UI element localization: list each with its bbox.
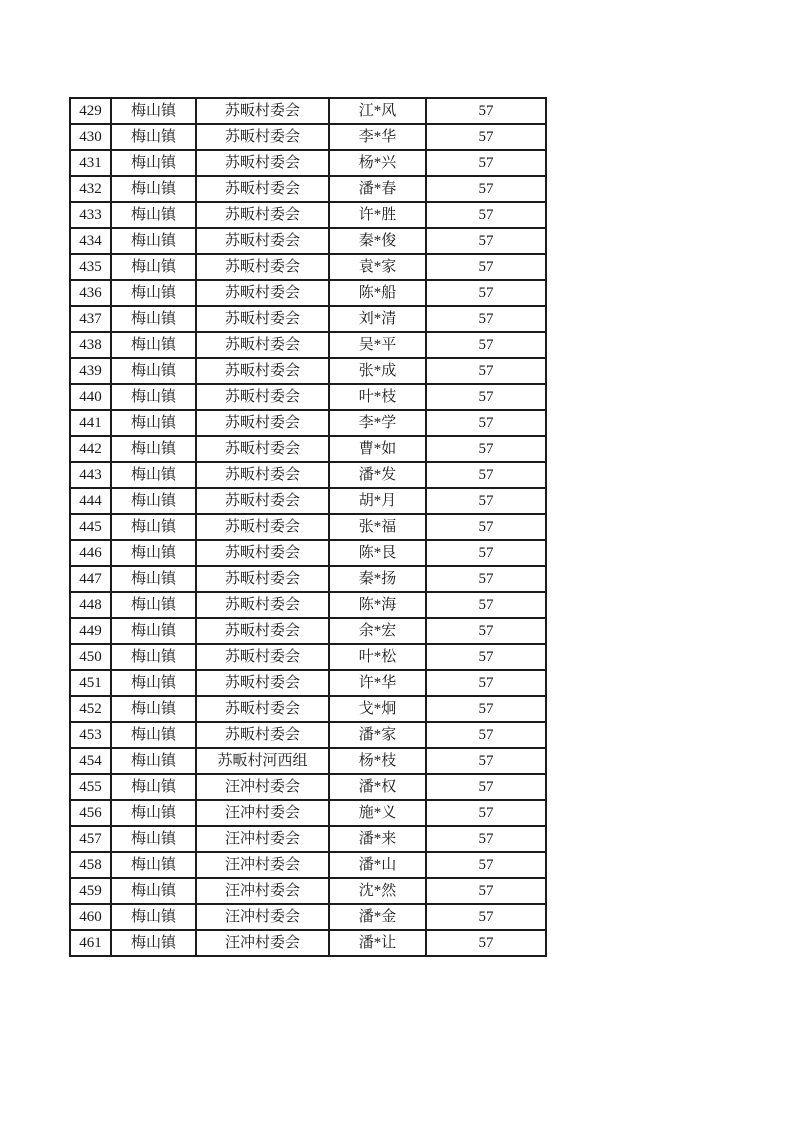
cell-town: 梅山镇 bbox=[111, 904, 196, 930]
table-row bbox=[70, 722, 546, 748]
cell-person-name: 叶*枝 bbox=[329, 384, 426, 410]
cell-value: 57 bbox=[426, 306, 546, 332]
cell-town: 梅山镇 bbox=[111, 280, 196, 306]
cell-person-name: 许*华 bbox=[329, 670, 426, 696]
cell-village-committee: 苏畈村委会 bbox=[196, 696, 329, 722]
cell-value: 57 bbox=[426, 436, 546, 462]
cell-serial-number: 444 bbox=[70, 488, 111, 514]
cell-serial-number: 459 bbox=[70, 878, 111, 904]
cell-village-committee: 汪冲村委会 bbox=[196, 800, 329, 826]
cell-village-committee: 苏畈村委会 bbox=[196, 150, 329, 176]
cell-village-committee: 苏畈村委会 bbox=[196, 618, 329, 644]
cell-serial-number: 443 bbox=[70, 462, 111, 488]
cell-value: 57 bbox=[426, 748, 546, 774]
cell-village-committee: 汪冲村委会 bbox=[196, 774, 329, 800]
cell-town: 梅山镇 bbox=[111, 748, 196, 774]
cell-person-name: 陈*船 bbox=[329, 280, 426, 306]
table-row bbox=[70, 644, 546, 670]
cell-village-committee: 苏畈村委会 bbox=[196, 722, 329, 748]
cell-person-name: 叶*松 bbox=[329, 644, 426, 670]
cell-value: 57 bbox=[426, 514, 546, 540]
cell-town: 梅山镇 bbox=[111, 462, 196, 488]
cell-person-name: 李*华 bbox=[329, 124, 426, 150]
cell-person-name: 许*胜 bbox=[329, 202, 426, 228]
cell-village-committee: 苏畈村委会 bbox=[196, 592, 329, 618]
table-row bbox=[70, 904, 546, 930]
cell-person-name: 陈*艮 bbox=[329, 540, 426, 566]
cell-village-committee: 苏畈村委会 bbox=[196, 228, 329, 254]
table-row bbox=[70, 254, 546, 280]
cell-serial-number: 453 bbox=[70, 722, 111, 748]
cell-village-committee: 苏畈村委会 bbox=[196, 124, 329, 150]
cell-serial-number: 455 bbox=[70, 774, 111, 800]
cell-value: 57 bbox=[426, 384, 546, 410]
cell-person-name: 潘*山 bbox=[329, 852, 426, 878]
cell-value: 57 bbox=[426, 696, 546, 722]
cell-person-name: 刘*清 bbox=[329, 306, 426, 332]
cell-person-name: 杨*兴 bbox=[329, 150, 426, 176]
cell-village-committee: 苏畈村委会 bbox=[196, 254, 329, 280]
cell-village-committee: 苏畈村委会 bbox=[196, 670, 329, 696]
cell-village-committee: 苏畈村委会 bbox=[196, 98, 329, 124]
cell-village-committee: 苏畈村委会 bbox=[196, 176, 329, 202]
cell-serial-number: 438 bbox=[70, 332, 111, 358]
cell-person-name: 吴*平 bbox=[329, 332, 426, 358]
cell-village-committee: 苏畈村委会 bbox=[196, 332, 329, 358]
cell-person-name: 秦*俊 bbox=[329, 228, 426, 254]
table-row bbox=[70, 852, 546, 878]
cell-person-name: 陈*海 bbox=[329, 592, 426, 618]
cell-serial-number: 430 bbox=[70, 124, 111, 150]
table-row bbox=[70, 176, 546, 202]
cell-value: 57 bbox=[426, 358, 546, 384]
cell-serial-number: 454 bbox=[70, 748, 111, 774]
cell-town: 梅山镇 bbox=[111, 488, 196, 514]
cell-value: 57 bbox=[426, 878, 546, 904]
cell-town: 梅山镇 bbox=[111, 98, 196, 124]
cell-town: 梅山镇 bbox=[111, 124, 196, 150]
cell-value: 57 bbox=[426, 228, 546, 254]
cell-person-name: 江*风 bbox=[329, 98, 426, 124]
cell-person-name: 施*义 bbox=[329, 800, 426, 826]
table-row bbox=[70, 358, 546, 384]
cell-value: 57 bbox=[426, 280, 546, 306]
cell-serial-number: 434 bbox=[70, 228, 111, 254]
cell-value: 57 bbox=[426, 566, 546, 592]
cell-town: 梅山镇 bbox=[111, 930, 196, 956]
cell-person-name: 袁*家 bbox=[329, 254, 426, 280]
cell-serial-number: 461 bbox=[70, 930, 111, 956]
cell-village-committee: 苏畈村委会 bbox=[196, 306, 329, 332]
cell-village-committee: 苏畈村委会 bbox=[196, 540, 329, 566]
cell-serial-number: 450 bbox=[70, 644, 111, 670]
cell-value: 57 bbox=[426, 98, 546, 124]
table-row bbox=[70, 98, 546, 124]
cell-town: 梅山镇 bbox=[111, 722, 196, 748]
table-row bbox=[70, 566, 546, 592]
cell-village-committee: 苏畈村河西组 bbox=[196, 748, 329, 774]
cell-town: 梅山镇 bbox=[111, 436, 196, 462]
cell-town: 梅山镇 bbox=[111, 618, 196, 644]
cell-person-name: 李*学 bbox=[329, 410, 426, 436]
cell-village-committee: 汪冲村委会 bbox=[196, 878, 329, 904]
cell-village-committee: 汪冲村委会 bbox=[196, 852, 329, 878]
cell-person-name: 秦*扬 bbox=[329, 566, 426, 592]
table-row bbox=[70, 436, 546, 462]
cell-value: 57 bbox=[426, 722, 546, 748]
cell-serial-number: 440 bbox=[70, 384, 111, 410]
cell-serial-number: 449 bbox=[70, 618, 111, 644]
cell-town: 梅山镇 bbox=[111, 696, 196, 722]
cell-serial-number: 429 bbox=[70, 98, 111, 124]
table-row bbox=[70, 800, 546, 826]
cell-serial-number: 448 bbox=[70, 592, 111, 618]
table-row bbox=[70, 488, 546, 514]
cell-value: 57 bbox=[426, 332, 546, 358]
cell-value: 57 bbox=[426, 592, 546, 618]
cell-serial-number: 441 bbox=[70, 410, 111, 436]
table-row bbox=[70, 540, 546, 566]
cell-village-committee: 苏畈村委会 bbox=[196, 358, 329, 384]
cell-person-name: 余*宏 bbox=[329, 618, 426, 644]
cell-value: 57 bbox=[426, 254, 546, 280]
cell-village-committee: 苏畈村委会 bbox=[196, 462, 329, 488]
cell-town: 梅山镇 bbox=[111, 852, 196, 878]
cell-person-name: 潘*让 bbox=[329, 930, 426, 956]
table-row bbox=[70, 410, 546, 436]
cell-town: 梅山镇 bbox=[111, 384, 196, 410]
cell-town: 梅山镇 bbox=[111, 228, 196, 254]
cell-person-name: 潘*权 bbox=[329, 774, 426, 800]
cell-serial-number: 433 bbox=[70, 202, 111, 228]
cell-town: 梅山镇 bbox=[111, 332, 196, 358]
cell-serial-number: 439 bbox=[70, 358, 111, 384]
cell-serial-number: 436 bbox=[70, 280, 111, 306]
cell-person-name: 潘*发 bbox=[329, 462, 426, 488]
table-row bbox=[70, 696, 546, 722]
cell-person-name: 潘*家 bbox=[329, 722, 426, 748]
cell-town: 梅山镇 bbox=[111, 202, 196, 228]
cell-serial-number: 431 bbox=[70, 150, 111, 176]
cell-value: 57 bbox=[426, 540, 546, 566]
cell-serial-number: 442 bbox=[70, 436, 111, 462]
cell-town: 梅山镇 bbox=[111, 514, 196, 540]
cell-person-name: 张*成 bbox=[329, 358, 426, 384]
cell-town: 梅山镇 bbox=[111, 800, 196, 826]
cell-town: 梅山镇 bbox=[111, 176, 196, 202]
table-row bbox=[70, 150, 546, 176]
table-row bbox=[70, 774, 546, 800]
cell-person-name: 杨*枝 bbox=[329, 748, 426, 774]
cell-value: 57 bbox=[426, 176, 546, 202]
table-row bbox=[70, 280, 546, 306]
cell-person-name: 张*福 bbox=[329, 514, 426, 540]
cell-serial-number: 447 bbox=[70, 566, 111, 592]
table-row bbox=[70, 384, 546, 410]
cell-value: 57 bbox=[426, 800, 546, 826]
cell-serial-number: 446 bbox=[70, 540, 111, 566]
table-row bbox=[70, 670, 546, 696]
cell-value: 57 bbox=[426, 930, 546, 956]
cell-serial-number: 435 bbox=[70, 254, 111, 280]
cell-village-committee: 汪冲村委会 bbox=[196, 930, 329, 956]
table-row bbox=[70, 930, 546, 956]
cell-village-committee: 汪冲村委会 bbox=[196, 904, 329, 930]
cell-value: 57 bbox=[426, 644, 546, 670]
cell-serial-number: 458 bbox=[70, 852, 111, 878]
cell-village-committee: 苏畈村委会 bbox=[196, 436, 329, 462]
cell-serial-number: 456 bbox=[70, 800, 111, 826]
cell-value: 57 bbox=[426, 150, 546, 176]
cell-serial-number: 437 bbox=[70, 306, 111, 332]
cell-value: 57 bbox=[426, 826, 546, 852]
table-row bbox=[70, 592, 546, 618]
cell-serial-number: 445 bbox=[70, 514, 111, 540]
table-row bbox=[70, 202, 546, 228]
cell-town: 梅山镇 bbox=[111, 644, 196, 670]
cell-value: 57 bbox=[426, 852, 546, 878]
table-row bbox=[70, 228, 546, 254]
cell-village-committee: 汪冲村委会 bbox=[196, 826, 329, 852]
cell-value: 57 bbox=[426, 618, 546, 644]
cell-person-name: 潘*金 bbox=[329, 904, 426, 930]
cell-serial-number: 432 bbox=[70, 176, 111, 202]
cell-town: 梅山镇 bbox=[111, 774, 196, 800]
cell-serial-number: 452 bbox=[70, 696, 111, 722]
cell-village-committee: 苏畈村委会 bbox=[196, 410, 329, 436]
cell-village-committee: 苏畈村委会 bbox=[196, 202, 329, 228]
cell-town: 梅山镇 bbox=[111, 254, 196, 280]
cell-person-name: 沈*然 bbox=[329, 878, 426, 904]
table-row bbox=[70, 332, 546, 358]
cell-town: 梅山镇 bbox=[111, 670, 196, 696]
cell-town: 梅山镇 bbox=[111, 826, 196, 852]
cell-village-committee: 苏畈村委会 bbox=[196, 566, 329, 592]
cell-serial-number: 460 bbox=[70, 904, 111, 930]
cell-value: 57 bbox=[426, 774, 546, 800]
cell-village-committee: 苏畈村委会 bbox=[196, 384, 329, 410]
table-row bbox=[70, 462, 546, 488]
cell-town: 梅山镇 bbox=[111, 566, 196, 592]
table-row bbox=[70, 514, 546, 540]
cell-person-name: 胡*月 bbox=[329, 488, 426, 514]
table-body bbox=[70, 98, 546, 956]
cell-person-name: 潘*来 bbox=[329, 826, 426, 852]
cell-value: 57 bbox=[426, 670, 546, 696]
cell-village-committee: 苏畈村委会 bbox=[196, 514, 329, 540]
cell-village-committee: 苏畈村委会 bbox=[196, 488, 329, 514]
cell-town: 梅山镇 bbox=[111, 592, 196, 618]
table-row bbox=[70, 124, 546, 150]
cell-value: 57 bbox=[426, 202, 546, 228]
cell-value: 57 bbox=[426, 124, 546, 150]
table-row bbox=[70, 618, 546, 644]
cell-value: 57 bbox=[426, 904, 546, 930]
cell-town: 梅山镇 bbox=[111, 878, 196, 904]
table-row bbox=[70, 878, 546, 904]
cell-town: 梅山镇 bbox=[111, 150, 196, 176]
cell-person-name: 潘*春 bbox=[329, 176, 426, 202]
cell-town: 梅山镇 bbox=[111, 410, 196, 436]
table-row bbox=[70, 306, 546, 332]
cell-town: 梅山镇 bbox=[111, 358, 196, 384]
cell-person-name: 曹*如 bbox=[329, 436, 426, 462]
cell-person-name: 戈*炯 bbox=[329, 696, 426, 722]
cell-value: 57 bbox=[426, 488, 546, 514]
cell-value: 57 bbox=[426, 462, 546, 488]
cell-town: 梅山镇 bbox=[111, 306, 196, 332]
cell-serial-number: 457 bbox=[70, 826, 111, 852]
beneficiary-table bbox=[69, 97, 547, 957]
cell-village-committee: 苏畈村委会 bbox=[196, 644, 329, 670]
table-row bbox=[70, 826, 546, 852]
cell-village-committee: 苏畈村委会 bbox=[196, 280, 329, 306]
cell-serial-number: 451 bbox=[70, 670, 111, 696]
cell-value: 57 bbox=[426, 410, 546, 436]
cell-town: 梅山镇 bbox=[111, 540, 196, 566]
table-row bbox=[70, 748, 546, 774]
